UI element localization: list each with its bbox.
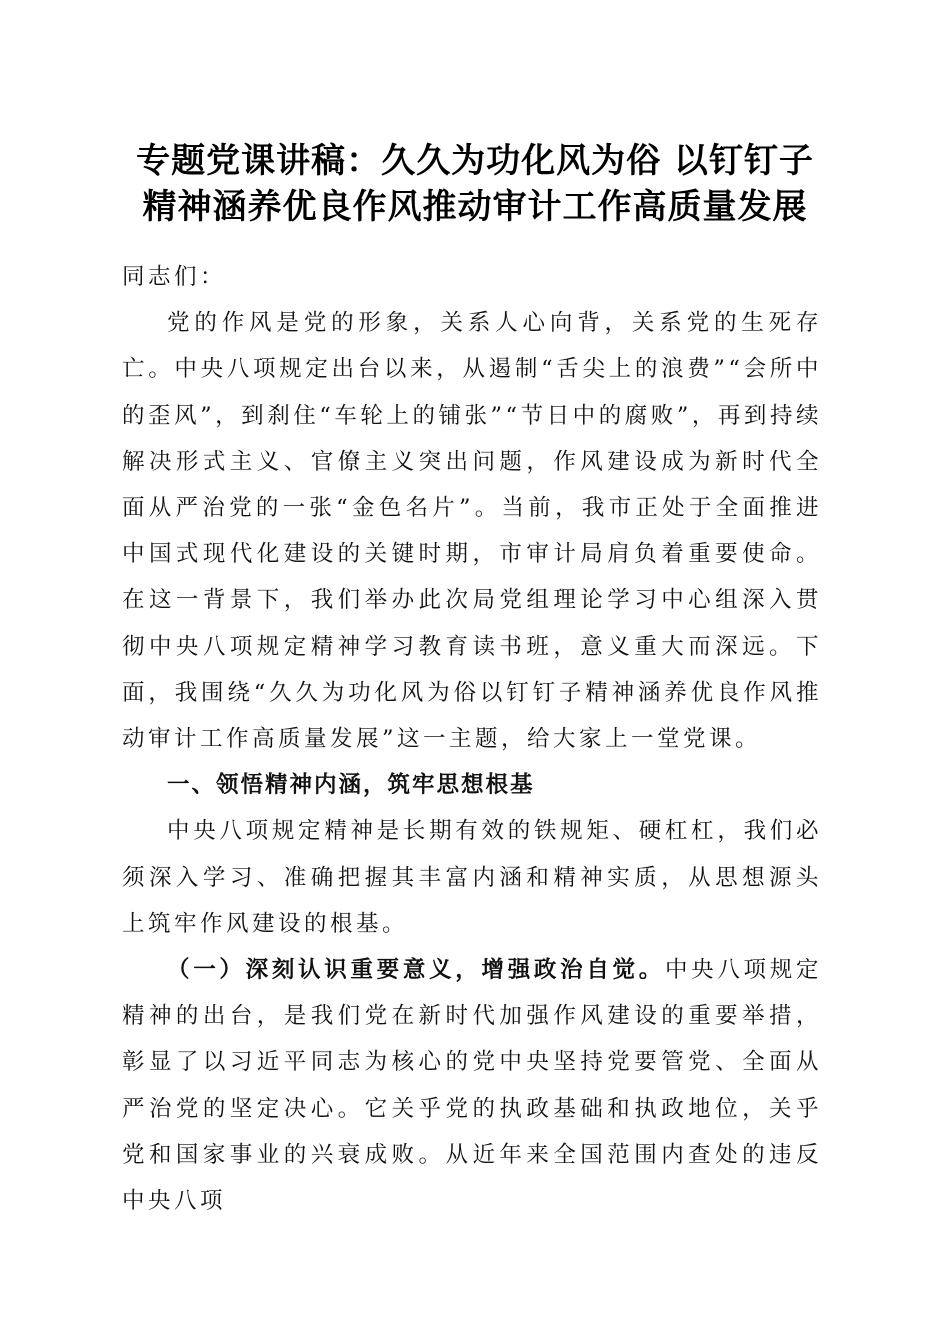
document-body [122,254,822,1224]
paragraph-intro: 党的作风是党的形象，关系人心向背，关系党的生死存亡。中央八项规定出台以来，从遏制“舌尖上的浪费”“会所中的歪风”，到刹住“车轮上的铺张”“节日中的腐败”，再到持续解决形式主义、官僚主义突出问题，作风建设成为新时代全面从严治党的一张“金色名片”。当前，我市正处于全面推进中国式现代化建设的关键时期，市审计局肩负着重要使命。在这一背景下，我们举办此次局党组理论学习中心组深入贯彻中央八项规定精神学习教育读书班，意义重大而深远。下面，我围绕“久久为功化风为俗以钉钉子精神涵养优良作风推动审计工作高质量发展”这一主题，给大家上一堂党课。 [122,310,822,753]
section-heading-1: 一、领悟精神内涵，筑牢思想根基 [167,772,535,799]
title-line-1: 专题党课讲稿：久久为功化风为俗 以钉钉子 [136,141,814,181]
subsection-body: 中央八项规定精神的出台，是我们党在新时代加强作风建设的重要举措，彰显了以习近平同志为核心的党中央坚持党要管党、全面从严治党的坚定决心。它关乎党的执政基础和执政地位，关乎党和国家事业的兴衰成败。从近年来全国范围内查处的违反中央八项 [122,957,822,1215]
salutation: 同志们： [122,264,227,290]
subsection-lead: （一）深刻认识重要意义，增强政治自觉。 [167,957,665,984]
paragraph-section-1: 中央八项规定精神是长期有效的铁规矩、硬杠杠，我们必须深入学习、准确把握其丰富内涵和精神实质，从思想源头上筑牢作风建设的根基。 [122,818,822,937]
paragraph-subsection-1 [122,947,822,1224]
document-title [100,138,850,230]
title-line-2: 精神涵养优良作风推动审计工作高质量发展 [142,187,808,227]
